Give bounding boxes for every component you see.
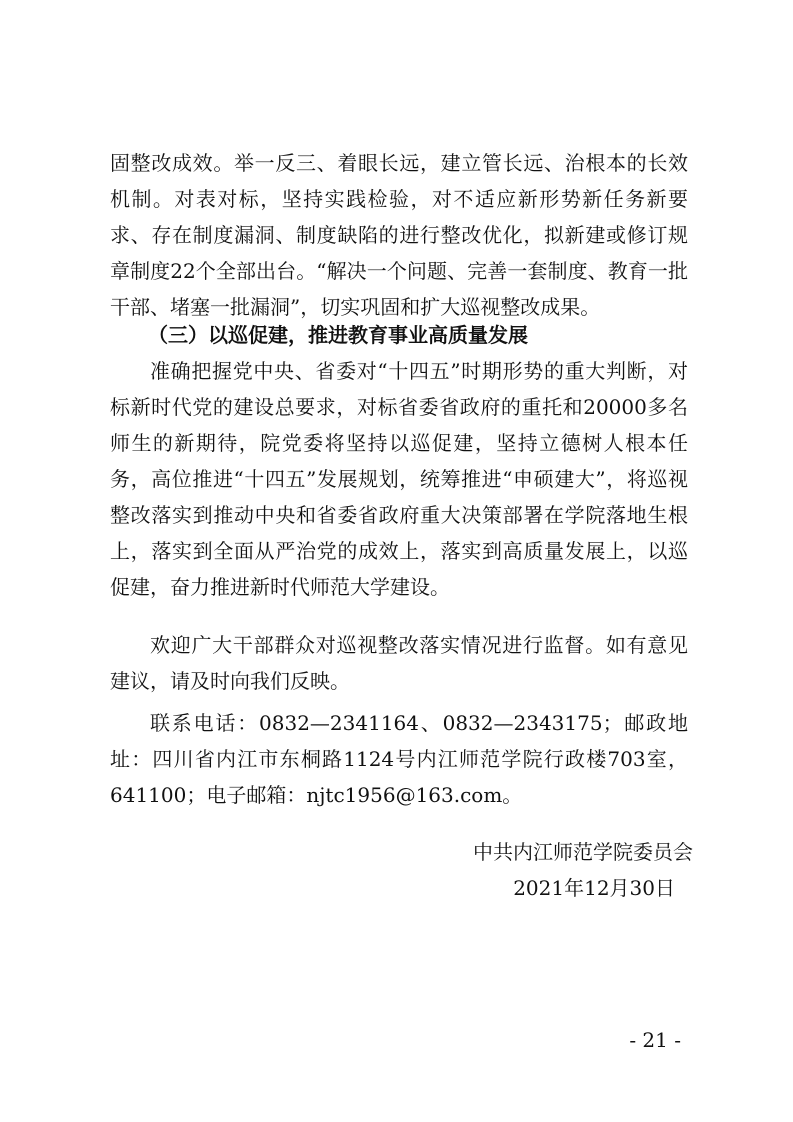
paragraph-4-contact: 联系电话：0832—2341164、0832—2343175；邮政地址：四川省内江市东桐路1124号内江师范学院行政楼703室，641100；电子邮箱：njtc1956@163.com。 <box>110 711 688 807</box>
paragraph-1: 固整改成效。举一反三、着眼长远，建立管长远、治根本的长效机制。对表对标，坚持实践检验，对不适应新形势新任务新要求、存在制度漏洞、制度缺陷的进行整改优化，拟新建或修订规章制度22个全部出台。“解决一个问题、完善一套制度、教育一批干部、堵塞一批漏洞”，切实巩固和扩大巡视整改成果。 <box>110 151 688 319</box>
paragraph-2: 准确把握党中央、省委对“十四五”时期形势的重大判断，对标新时代党的建设总要求，对标省委省政府的重托和20000多名师生的新期待，院党委将坚持以巡促建，坚持立德树人根本任务，高位推进“十四五”发展规划，统筹推进“申硕建大”，将巡视整改落实到推动中央和省委省政府重大决策部署在学院落地生根上，落实到全面从严治党的成效上，落实到高质量发展上，以巡促建，奋力推进新时代师范大学建设。 <box>110 359 688 599</box>
page-number: - 21 - <box>629 1028 681 1052</box>
signature-date: 2021年12月30日 <box>513 876 675 900</box>
section-heading-3: （三）以巡促建，推进教育事业高质量发展 <box>148 323 528 347</box>
signature-organization: 中共内江师范学院委员会 <box>473 840 693 864</box>
paragraph-3: 欢迎广大干部群众对巡视整改落实情况进行监督。如有意见建议，请及时向我们反映。 <box>110 633 688 693</box>
